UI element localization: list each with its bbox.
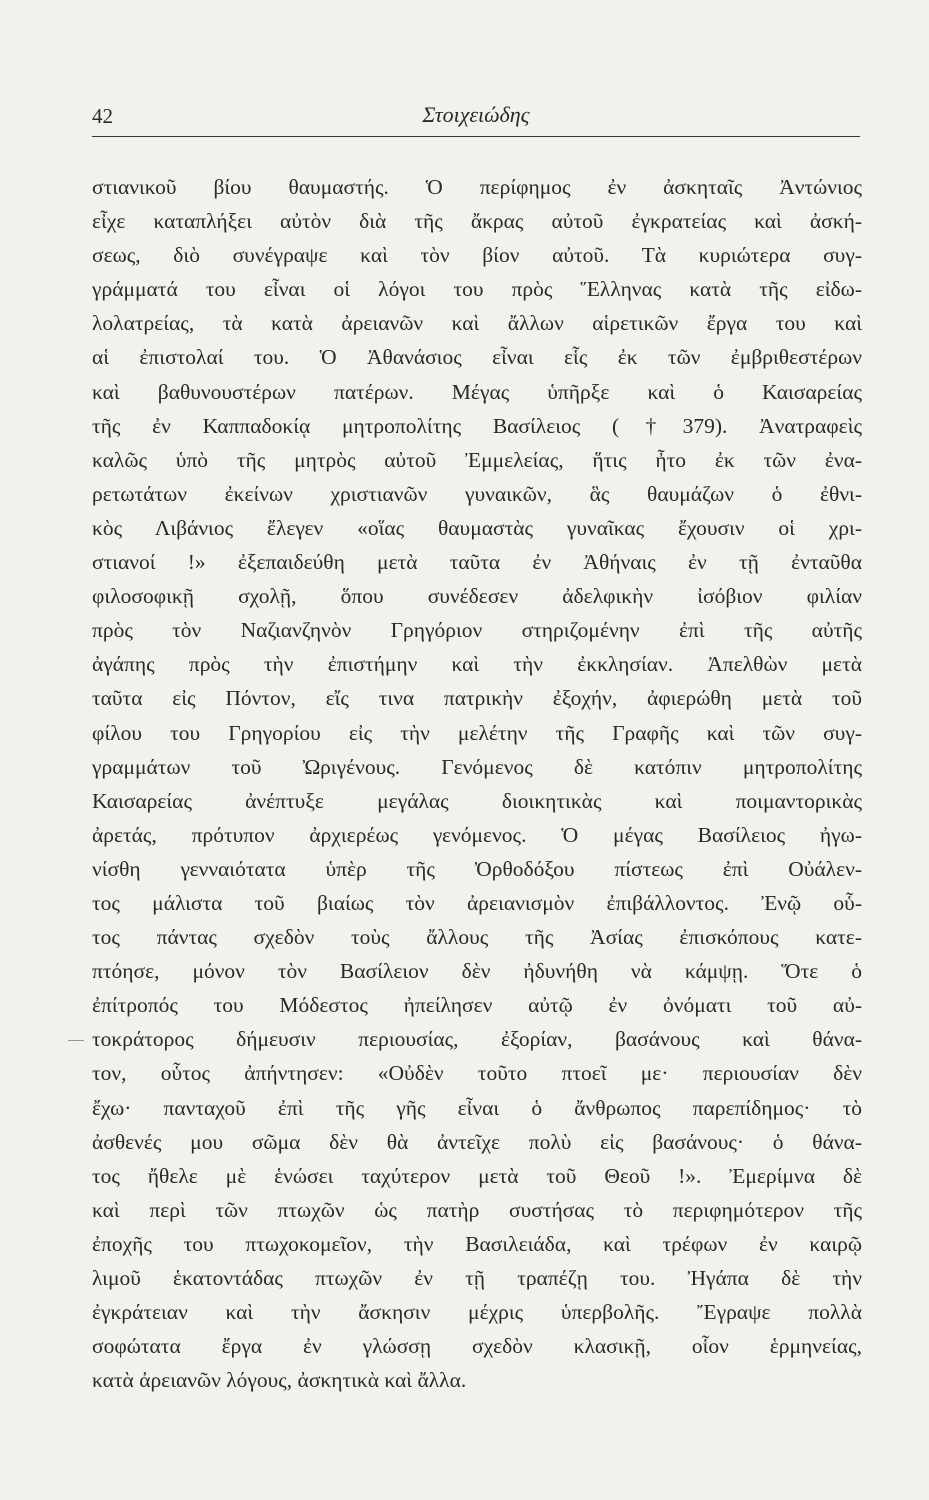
page-header xyxy=(92,100,860,136)
margin-pencil-mark xyxy=(68,1040,84,1041)
text-line: καλῶς ὑπὸ τῆς μητρὸς αὐτοῦ Ἐμμελείας, ἥτις ἦτο ἐκ τῶν ἐνα- xyxy=(92,447,862,472)
text-line: στιανικοῦ βίου θαυμαστής. Ὁ περίφημος ἐν ἀσκηταῖς Ἀντώνιος xyxy=(92,175,862,199)
text-line: ταῦτα εἰς Πόντον, εἴς τινα πατρικὴν ἐξοχήν, ἀφιερώθη μετὰ τοῦ xyxy=(92,686,862,711)
text-line: νίσθη γενναιότατα ὑπὲρ τῆς Ὀρθοδόξου πίστεως ἐπὶ Οὐάλεν- xyxy=(92,856,862,881)
text-line: πρὸς τὸν Ναζιανζηνὸν Γρηγόριον στηριζομένην ἐπὶ τῆς αὐτῆς xyxy=(92,618,862,643)
text-line: καὶ βαθυνουστέρων πατέρων. Μέγας ὑπῆρξε καὶ ὁ Καισαρείας xyxy=(92,379,862,404)
text-line: ἐγκράτειαν καὶ τὴν ἄσκησιν μέχρις ὑπερβολῆς. Ἔγραψε πολλὰ xyxy=(92,1300,862,1325)
text-line: καὶ περὶ τῶν πτωχῶν ὡς πατὴρ συστήσας τὸ περιφημότερον τῆς xyxy=(92,1197,862,1222)
text-line: τον, οὗτος ἀπήντησεν: «Οὐδὲν τοῦτο πτοεῖ με· περιουσίαν δὲν xyxy=(92,1061,862,1086)
text-line: ἀσθενές μου σῶμα δὲν θὰ ἀντεῖχε πολὺ εἰς βασάνους· ὁ θάνα- xyxy=(92,1129,862,1154)
text-line: λιμοῦ ἑκατοντάδας πτωχῶν ἐν τῇ τραπέζῃ του. Ἠγάπα δὲ τὴν xyxy=(92,1266,862,1290)
text-line: τος μάλιστα τοῦ βιαίως τὸν ἀρειανισμὸν ἐπιβάλλοντος. Ἐνῷ οὗ- xyxy=(92,890,862,915)
text-line: στιανοί !» ἐξεπαιδεύθη μετὰ ταῦτα ἐν Ἀθήναις ἐν τῇ ἐνταῦθα xyxy=(92,550,862,575)
text-line: τοκράτορος δήμευσιν περιουσίας, ἐξορίαν, βασάνους καὶ θάνα- xyxy=(92,1027,862,1052)
text-line: σοφώτατα ἔργα ἐν γλώσσῃ σχεδὸν κλασικῇ, οἷον ἑρμηνείας, xyxy=(92,1334,862,1359)
text-line: γράμματά του εἶναι οἱ λόγοι του πρὸς Ἕλληνας κατὰ τῆς εἰδω- xyxy=(92,277,862,302)
text-line: σεως, διὸ συνέγραψε καὶ τὸν βίον αὐτοῦ. Τὰ κυριώτερα συγ- xyxy=(92,243,862,268)
text-line: τος πάντας σχεδὸν τοὺς ἄλλους τῆς Ἀσίας ἐπισκόπους κατε- xyxy=(92,925,862,950)
page-number: 42 xyxy=(92,104,113,128)
text-line: ἀρετάς, πρότυπον ἀρχιερέως γενόμενος. Ὁ μέγας Βασίλειος ἠγω- xyxy=(92,822,862,847)
text-line: ἐπίτροπός του Μόδεστος ἠπείλησεν αὐτῷ ἐν ὀνόματι τοῦ αὐ- xyxy=(92,993,862,1018)
text-line: γραμμάτων τοῦ Ὠριγένους. Γενόμενος δὲ κατόπιν μητροπολίτης xyxy=(92,754,862,779)
text-line: ἀγάπης πρὸς τὴν ἐπιστήμην καὶ τὴν ἐκκλησίαν. Ἀπελθὼν μετὰ xyxy=(92,652,862,677)
text-line: λολατρείας, τὰ κατὰ ἀρειανῶν καὶ ἄλλων αἱρετικῶν ἔργα του καὶ xyxy=(92,311,862,336)
text-line: ἐποχῆς του πτωχοκομεῖον, τὴν Βασιλειάδα, καὶ τρέφων ἐν καιρῷ xyxy=(92,1231,862,1256)
text-line: εἶχε καταπλήξει αὐτὸν διὰ τῆς ἄκρας αὐτοῦ ἐγκρατείας καὶ ἀσκή- xyxy=(92,209,862,234)
text-line: τος ἤθελε μὲ ἑνώσει ταχύτερον μετὰ τοῦ Θεοῦ !». Ἐμερίμνα δὲ xyxy=(92,1163,862,1188)
text-line: φίλου του Γρηγορίου εἰς τὴν μελέτην τῆς Γραφῆς καὶ τῶν συγ- xyxy=(92,720,862,745)
running-title: Στοιχειώδης xyxy=(422,102,530,127)
text-line: φιλοσοφικῇ σχολῇ, ὅπου συνέδεσεν ἀδελφικὴν ἰσόβιον φιλίαν xyxy=(92,584,862,609)
text-line: κὸς Λιβάνιος ἔλεγεν «οἵας θαυμαστὰς γυναῖκας ἔχουσιν οἱ χρι- xyxy=(92,515,862,540)
body-text xyxy=(92,170,862,1397)
text-line: Καισαρείας ἀνέπτυξε μεγάλας διοικητικὰς καὶ ποιμαντορικὰς xyxy=(92,788,862,813)
text-line: αἱ ἐπιστολαί του. Ὁ Ἀθανάσιος εἶναι εἷς ἐκ τῶν ἐμβριθεστέρων xyxy=(92,345,862,370)
text-line: ἔχω· πανταχοῦ ἐπὶ τῆς γῆς εἶναι ὁ ἄνθρωπος παρεπίδημος· τὸ xyxy=(92,1095,862,1120)
text-line: ρετωτάτων ἐκείνων χριστιανῶν γυναικῶν, ἃς θαυμάζων ὁ ἐθνι- xyxy=(92,481,862,506)
text-line: κατὰ ἀρειανῶν λόγους, ἀσκητικὰ καὶ ἄλλα. xyxy=(92,1368,467,1393)
header-rule xyxy=(92,136,860,137)
text-line: πτόησε, μόνον τὸν Βασίλειον δὲν ἠδυνήθη νὰ κάμψῃ. Ὅτε ὁ xyxy=(92,959,862,984)
text-line: τῆς ἐν Καππαδοκίᾳ μητροπολίτης Βασίλειος (†379). Ἀνατραφεὶς xyxy=(92,413,862,438)
